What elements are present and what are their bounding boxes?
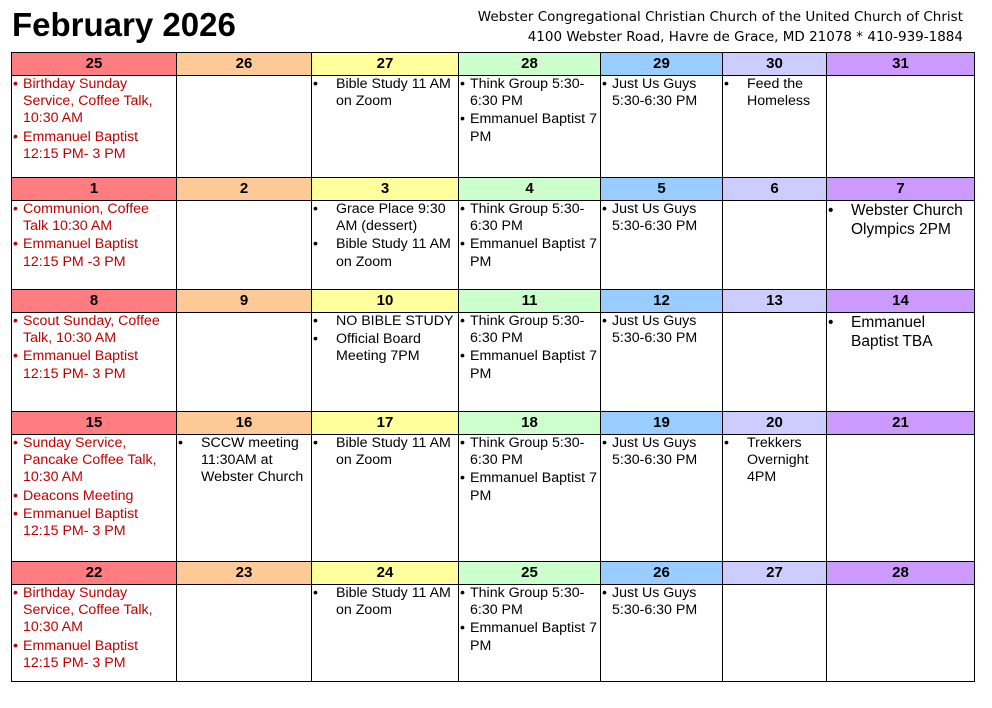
event-item: • Just Us Guys 5:30-6:30 PM: [601, 313, 722, 347]
event-item: • Emmanuel Baptist 12:15 PM- 3 PM: [12, 129, 176, 163]
day-cell: [723, 76, 827, 178]
week-events-row: [12, 313, 975, 412]
event-list: [312, 313, 458, 366]
day-number: 5: [601, 178, 723, 201]
event-item: • Emmanuel Baptist 7 PM: [459, 470, 600, 504]
day-number: 17: [312, 412, 459, 435]
week-events-row: [12, 201, 975, 290]
day-cell: [312, 435, 459, 562]
event-item: • Emmanuel Baptist 7 PM: [459, 236, 600, 270]
day-cell: [177, 201, 312, 290]
day-cell: [723, 201, 827, 290]
event-item: • Emmanuel Baptist 12:15 PM -3 PM: [12, 236, 176, 270]
day-cell: [459, 201, 601, 290]
event-list: [12, 435, 176, 540]
week-header-row: [12, 178, 975, 201]
event-item: • Emmanuel Baptist 12:15 PM- 3 PM: [12, 638, 176, 672]
day-cell: [459, 585, 601, 682]
event-list: [827, 313, 974, 351]
event-list: [459, 435, 600, 505]
event-item: • Emmanuel Baptist 7 PM: [459, 111, 600, 145]
day-number: 21: [827, 412, 975, 435]
day-cell: [723, 585, 827, 682]
event-item: • NO BIBLE STUDY: [312, 313, 458, 330]
day-number: 25: [12, 53, 177, 76]
event-item: • SCCW meeting 11:30AM at Webster Church: [177, 435, 311, 487]
day-number: 28: [827, 562, 975, 585]
event-list: [459, 201, 600, 271]
day-cell: [827, 76, 975, 178]
day-number: 14: [827, 290, 975, 313]
day-cell: [827, 201, 975, 290]
day-number: 7: [827, 178, 975, 201]
event-item: • Think Group 5:30-6:30 PM: [459, 201, 600, 235]
event-item: • Just Us Guys 5:30-6:30 PM: [601, 76, 722, 110]
event-list: [723, 76, 826, 110]
event-list: [312, 76, 458, 110]
event-item: • Just Us Guys 5:30-6:30 PM: [601, 585, 722, 619]
event-list: [459, 76, 600, 146]
day-cell: [723, 313, 827, 412]
day-cell: [601, 435, 723, 562]
week-events-row: [12, 585, 975, 682]
week-header-row: [12, 290, 975, 313]
day-number: 23: [177, 562, 312, 585]
event-item: • Emmanuel Baptist 12:15 PM- 3 PM: [12, 348, 176, 382]
day-number: 26: [601, 562, 723, 585]
event-item: • Emmanuel Baptist TBA: [827, 313, 974, 351]
day-number: 10: [312, 290, 459, 313]
day-cell: [177, 435, 312, 562]
day-number: 20: [723, 412, 827, 435]
day-cell: [459, 435, 601, 562]
week-header-row: [12, 412, 975, 435]
event-item: • Birthday Sunday Service, Coffee Talk, 10:30 AM: [12, 76, 176, 128]
day-cell: [12, 585, 177, 682]
day-cell: [827, 585, 975, 682]
day-number: 28: [459, 53, 601, 76]
day-number: 2: [177, 178, 312, 201]
event-item: • Just Us Guys 5:30-6:30 PM: [601, 435, 722, 469]
event-item: • Official Board Meeting 7PM: [312, 331, 458, 365]
day-cell: [12, 201, 177, 290]
day-number: 16: [177, 412, 312, 435]
event-list: [827, 201, 974, 239]
event-list: [12, 585, 176, 672]
event-item: • Think Group 5:30-6:30 PM: [459, 585, 600, 619]
event-item: • Sunday Service, Pancake Coffee Talk, 10:30 AM: [12, 435, 176, 487]
event-list: [312, 201, 458, 271]
event-list: [601, 585, 722, 619]
event-item: • Emmanuel Baptist 7 PM: [459, 620, 600, 654]
week-events-row: [12, 435, 975, 562]
day-cell: [177, 313, 312, 412]
event-list: [723, 435, 826, 487]
day-cell: [601, 585, 723, 682]
day-number: 27: [312, 53, 459, 76]
event-item: • Emmanuel Baptist 7 PM: [459, 348, 600, 382]
day-number: 9: [177, 290, 312, 313]
event-list: [459, 585, 600, 655]
day-number: 1: [12, 178, 177, 201]
day-cell: [312, 585, 459, 682]
event-list: [312, 435, 458, 469]
calendar-grid: [11, 52, 975, 682]
day-cell: [177, 76, 312, 178]
day-number: 31: [827, 53, 975, 76]
day-number: 4: [459, 178, 601, 201]
event-item: • Emmanuel Baptist 12:15 PM- 3 PM: [12, 506, 176, 540]
week-header-row: [12, 53, 975, 76]
day-cell: [312, 201, 459, 290]
event-item: • Grace Place 9:30 AM (dessert): [312, 201, 458, 235]
event-item: • Communion, Coffee Talk 10:30 AM: [12, 201, 176, 235]
week-events-row: [12, 76, 975, 178]
event-item: • Bible Study 11 AM on Zoom: [312, 76, 458, 110]
event-list: [601, 201, 722, 235]
event-item: • Feed the Homeless: [723, 76, 826, 110]
day-number: 30: [723, 53, 827, 76]
day-cell: [177, 585, 312, 682]
event-list: [12, 76, 176, 163]
event-list: [177, 435, 311, 487]
day-number: 25: [459, 562, 601, 585]
day-cell: [827, 435, 975, 562]
day-cell: [459, 76, 601, 178]
event-list: [312, 585, 458, 619]
event-item: • Bible Study 11 AM on Zoom: [312, 585, 458, 619]
day-number: 12: [601, 290, 723, 313]
event-item: • Scout Sunday, Coffee Talk, 10:30 AM: [12, 313, 176, 347]
day-cell: [12, 313, 177, 412]
day-cell: [827, 313, 975, 412]
day-number: 24: [312, 562, 459, 585]
day-cell: [601, 201, 723, 290]
day-number: 6: [723, 178, 827, 201]
week-header-row: [12, 562, 975, 585]
church-address: 4100 Webster Road, Havre de Grace, MD 21078 * 410-939-1884: [527, 29, 963, 45]
event-item: • Think Group 5:30-6:30 PM: [459, 313, 600, 347]
day-cell: [12, 76, 177, 178]
event-item: • Just Us Guys 5:30-6:30 PM: [601, 201, 722, 235]
event-list: [12, 313, 176, 383]
day-cell: [312, 313, 459, 412]
day-cell: [12, 435, 177, 562]
event-item: • Think Group 5:30-6:30 PM: [459, 435, 600, 469]
day-cell: [312, 76, 459, 178]
church-info: [478, 7, 963, 47]
event-item: • Deacons Meeting: [12, 488, 176, 505]
event-item: • Bible Study 11 AM on Zoom: [312, 236, 458, 270]
day-number: 15: [12, 412, 177, 435]
day-number: 18: [459, 412, 601, 435]
day-number: 11: [459, 290, 601, 313]
event-item: • Trekkers Overnight 4PM: [723, 435, 826, 487]
church-name: Webster Congregational Christian Church of the United Church of Christ: [477, 9, 963, 25]
day-cell: [601, 76, 723, 178]
day-cell: [601, 313, 723, 412]
day-cell: [459, 313, 601, 412]
day-number: 27: [723, 562, 827, 585]
day-number: 13: [723, 290, 827, 313]
day-number: 29: [601, 53, 723, 76]
event-item: • Bible Study 11 AM on Zoom: [312, 435, 458, 469]
event-list: [601, 435, 722, 469]
event-item: • Webster Church Olympics 2PM: [827, 201, 974, 239]
day-number: 19: [601, 412, 723, 435]
day-cell: [723, 435, 827, 562]
event-list: [12, 201, 176, 271]
event-item: • Think Group 5:30-6:30 PM: [459, 76, 600, 110]
event-list: [601, 76, 722, 110]
day-number: 8: [12, 290, 177, 313]
day-number: 22: [12, 562, 177, 585]
page-title: February 2026: [12, 6, 236, 43]
event-item: • Birthday Sunday Service, Coffee Talk, 10:30 AM: [12, 585, 176, 637]
event-list: [601, 313, 722, 347]
day-number: 3: [312, 178, 459, 201]
day-number: 26: [177, 53, 312, 76]
event-list: [459, 313, 600, 383]
